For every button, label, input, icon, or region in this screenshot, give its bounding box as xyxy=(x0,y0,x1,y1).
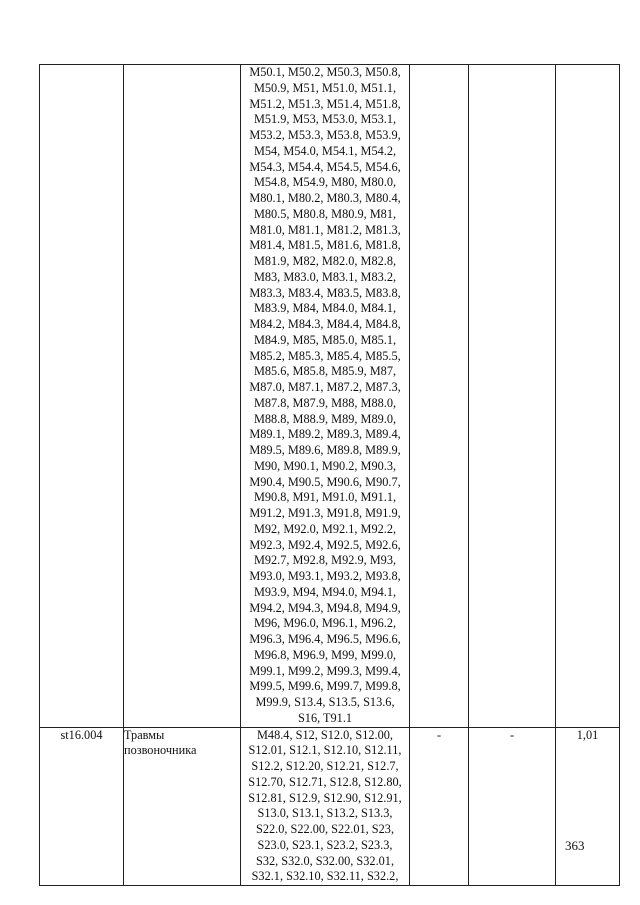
icd-code-line: M54, M54.0, M54.1, M54.2, xyxy=(253,143,397,158)
icd-code-line: M96, M96.0, M96.1, M96.2, xyxy=(253,616,397,631)
icd-code-line: S12.81, S12.9, S12.90, S12.91, xyxy=(248,790,402,805)
icd-code-line: S12.2, S12.20, S12.21, S12.7, xyxy=(251,759,399,773)
icd-code-line: S32.1, S32.10, S32.11, S32.2, xyxy=(251,869,399,884)
group-code-cell: st16.004 xyxy=(40,727,124,886)
icd-code-line: M87.8, M87.9, M88, M88.0, xyxy=(253,395,397,410)
icd-code-line: M90.8, M91, M91.0, M91.1, xyxy=(253,490,397,505)
group-name-cell xyxy=(124,65,241,728)
icd-code-line: M83.9, M84, M84.0, M84.1, xyxy=(253,301,397,316)
coefficient-cell xyxy=(556,65,620,728)
group-code-cell xyxy=(40,65,124,728)
icd-code-line: M85.2, M85.3, M85.4, M85.5, xyxy=(249,348,401,363)
group-name-line: Травмы xyxy=(124,727,165,742)
icd-code-line: M50.9, M51, M51.0, M51.1, xyxy=(253,80,397,95)
icd-code-line: M93.0, M93.1, M93.2, M93.8, xyxy=(249,569,401,583)
icd-code-line: M90.4, M90.5, M90.6, M90.7, xyxy=(249,474,401,489)
icd-code-line: S12.70, S12.71, S12.8, S12.80, xyxy=(248,774,402,789)
icd-code-line: M83.3, M83.4, M83.5, M83.8, xyxy=(249,285,401,300)
icd-code-line: S22.0, S22.00, S22.01, S23, xyxy=(255,822,395,836)
icd-code-line: S12.01, S12.1, S12.10, S12.11, xyxy=(248,743,402,758)
icd-code-line: M93.9, M94, M94.0, M94.1, xyxy=(253,584,397,599)
icd-code-line: M99.5, M99.6, M99.7, M99.8, xyxy=(249,679,401,694)
icd-code-line: S23.0, S23.1, S23.2, S23.3, xyxy=(257,837,393,852)
icd-code-line: M83, M83.0, M83.1, M83.2, xyxy=(253,269,397,284)
icd-code-line: M54.3, M54.4, M54.5, M54.6, xyxy=(249,159,401,174)
icd-code-line: M91.2, M91.3, M91.8, M91.9, xyxy=(249,506,401,520)
procedure-code-cell: - xyxy=(410,727,469,886)
icd-code-line: M99.1, M99.2, M99.3, M99.4, xyxy=(249,663,401,678)
page-number: 363 xyxy=(565,838,585,853)
icd-code-line: M89.1, M89.2, M89.3, M89.4, xyxy=(249,427,401,442)
icd-code-line: M80.1, M80.2, M80.3, M80.4, xyxy=(249,191,401,205)
icd-code-line: M85.6, M85.8, M85.9, M87, xyxy=(253,364,397,379)
icd-code-line: M99.9, S13.4, S13.5, S13.6, xyxy=(255,695,395,709)
icd-code-line: M92.7, M92.8, M92.9, M93, xyxy=(253,553,397,568)
extra-criteria-cell xyxy=(469,65,556,728)
icd-codes-cell xyxy=(241,65,410,728)
group-name-cell xyxy=(124,727,241,886)
icd-code-line: M50.1, M50.2, M50.3, M50.8, xyxy=(249,65,401,79)
icd-code-line: M51.2, M51.3, M51.4, M51.8, xyxy=(249,96,401,111)
group-name-line: позвоночника xyxy=(124,743,197,758)
extra-criteria-cell: - xyxy=(469,727,556,886)
icd-code-line: M84.9, M85, M85.0, M85.1, xyxy=(253,332,397,347)
icd-code-line: M53.2, M53.3, M53.8, M53.9, xyxy=(249,128,401,142)
icd-code-line: M48.4, S12, S12.0, S12.00, xyxy=(257,727,393,742)
icd-code-line: M92, M92.0, M92.1, M92.2, xyxy=(253,521,397,536)
icd-code-line: M84.2, M84.3, M84.4, M84.8, xyxy=(249,317,401,331)
icd-code-line: M87.0, M87.1, M87.2, M87.3, xyxy=(249,380,401,394)
icd-code-line: M51.9, M53, M53.0, M53.1, xyxy=(253,112,397,127)
tariff-table xyxy=(39,64,620,886)
table-row xyxy=(40,65,620,728)
icd-code-line: M96.8, M96.9, M99, M99.0, xyxy=(253,647,397,662)
icd-code-line: S32, S32.0, S32.00, S32.01, xyxy=(255,853,395,868)
icd-code-line: M92.3, M92.4, M92.5, M92.6, xyxy=(249,537,401,552)
icd-code-line: M54.8, M54.9, M80, M80.0, xyxy=(253,175,397,190)
icd-code-line: M89.5, M89.6, M89.8, M89.9, xyxy=(249,443,401,457)
icd-code-line: M81.9, M82, M82.0, M82.8, xyxy=(253,254,397,268)
icd-codes-cell xyxy=(241,727,410,886)
icd-code-line: M81.0, M81.1, M81.2, M81.3, xyxy=(249,222,401,237)
icd-code-line: S13.0, S13.1, S13.2, S13.3, xyxy=(257,806,393,821)
icd-code-line: M90, M90.1, M90.2, M90.3, xyxy=(253,458,397,473)
icd-code-line: M94.2, M94.3, M94.8, M94.9, xyxy=(249,600,401,615)
coefficient-cell: 1,01 xyxy=(556,727,620,886)
icd-code-line: M96.3, M96.4, M96.5, M96.6, xyxy=(249,632,401,646)
table-body xyxy=(40,65,620,886)
icd-code-line: M88.8, M88.9, M89, M89.0, xyxy=(253,411,397,426)
procedure-code-cell xyxy=(410,65,469,728)
icd-code-line: M80.5, M80.8, M80.9, M81, xyxy=(253,206,397,221)
icd-code-line: S16, T91.1 xyxy=(297,710,353,725)
icd-code-line: M81.4, M81.5, M81.6, M81.8, xyxy=(249,238,401,253)
table-row xyxy=(40,727,620,886)
